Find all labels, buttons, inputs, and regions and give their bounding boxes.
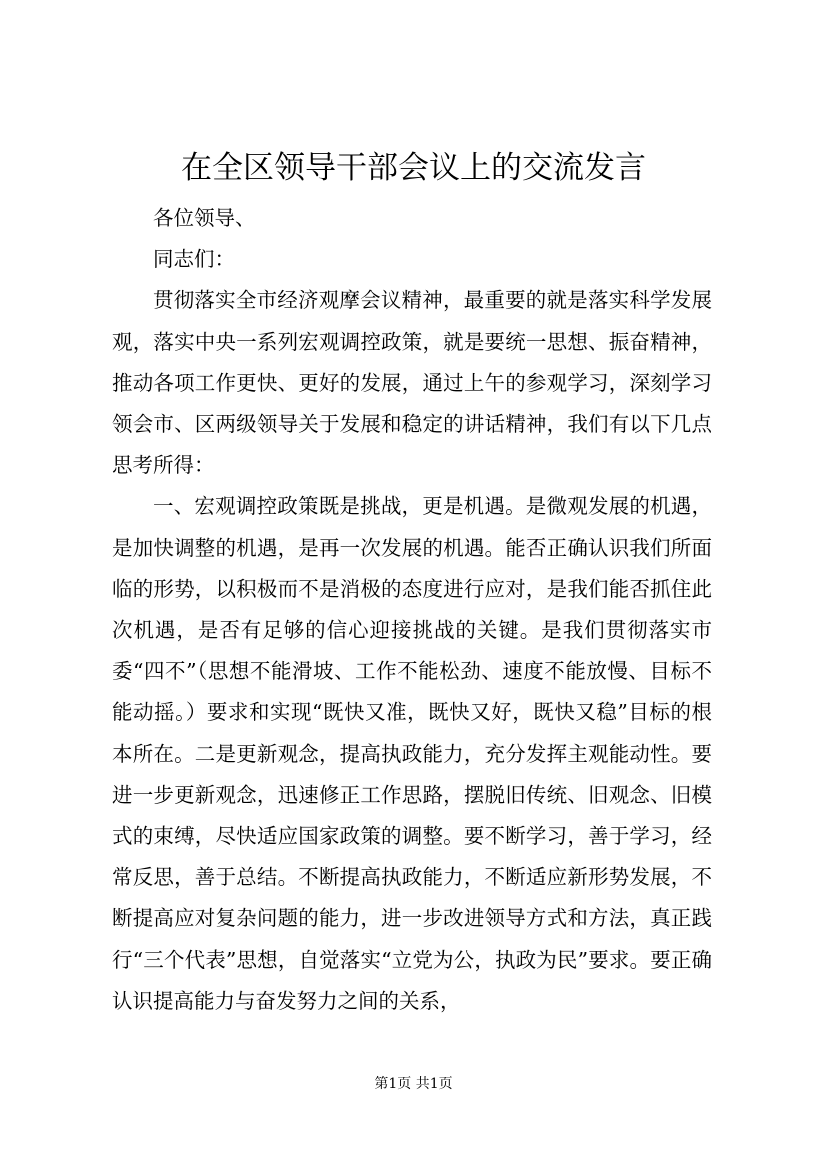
salutation-line-1: 各位领导、 xyxy=(153,206,256,230)
document-body xyxy=(112,198,712,1022)
paragraph-intro: 贯彻落实全市经济观摩会议精神，最重要的就是落实科学发展观，落实中央一系列宏观调控政策，就是要统一思想、振奋精神，推动各项工作更快、更好的发展，通过上午的参观学习，深刻学习领会市、区两级领导关于发展和稳定的讲话精神，我们有以下几点思考所得： xyxy=(112,288,712,478)
salutation-line-2: 同志们： xyxy=(153,247,235,272)
paragraph-point-one: 一、宏观调控政策既是挑战，更是机遇。是微观发展的机遇，是加快调整的机遇，是再一次发展的机遇。能否正确认识我们所面临的形势，以积极而不是消极的态度进行应对，是我们能否抓住此次机遇，是否有足够的信心迎接挑战的关键。是我们贯彻落实市委“四不”（思想不能滑坡、工作不能松劲、速度不能放慢、目标不能动摇。）要求和实现“既快又准，既快又好，既快又稳”目标的根本所在。二是更新观念，提高执政能力，充分发挥主观能动性。要进一步更新观念，迅速修正工作思路，摆脱旧传统、旧观念、旧模式的束缚，尽快适应国家政策的调整。要不断学习，善于学习，经常反思，善于总结。不断提高执政能力，不断适应新形势发展，不断提高应对复杂问题的能力，进一步改进领导方式和方法，真正践行“三个代表”思想，自觉落实“立党为公，执政为民”要求。要正确认识提高能力与奋发努力之间的关系， xyxy=(112,494,712,1013)
document-title: 在全区领导干部会议上的交流发言 xyxy=(181,150,646,186)
page-footer: 第1页 共1页 xyxy=(374,1076,453,1092)
